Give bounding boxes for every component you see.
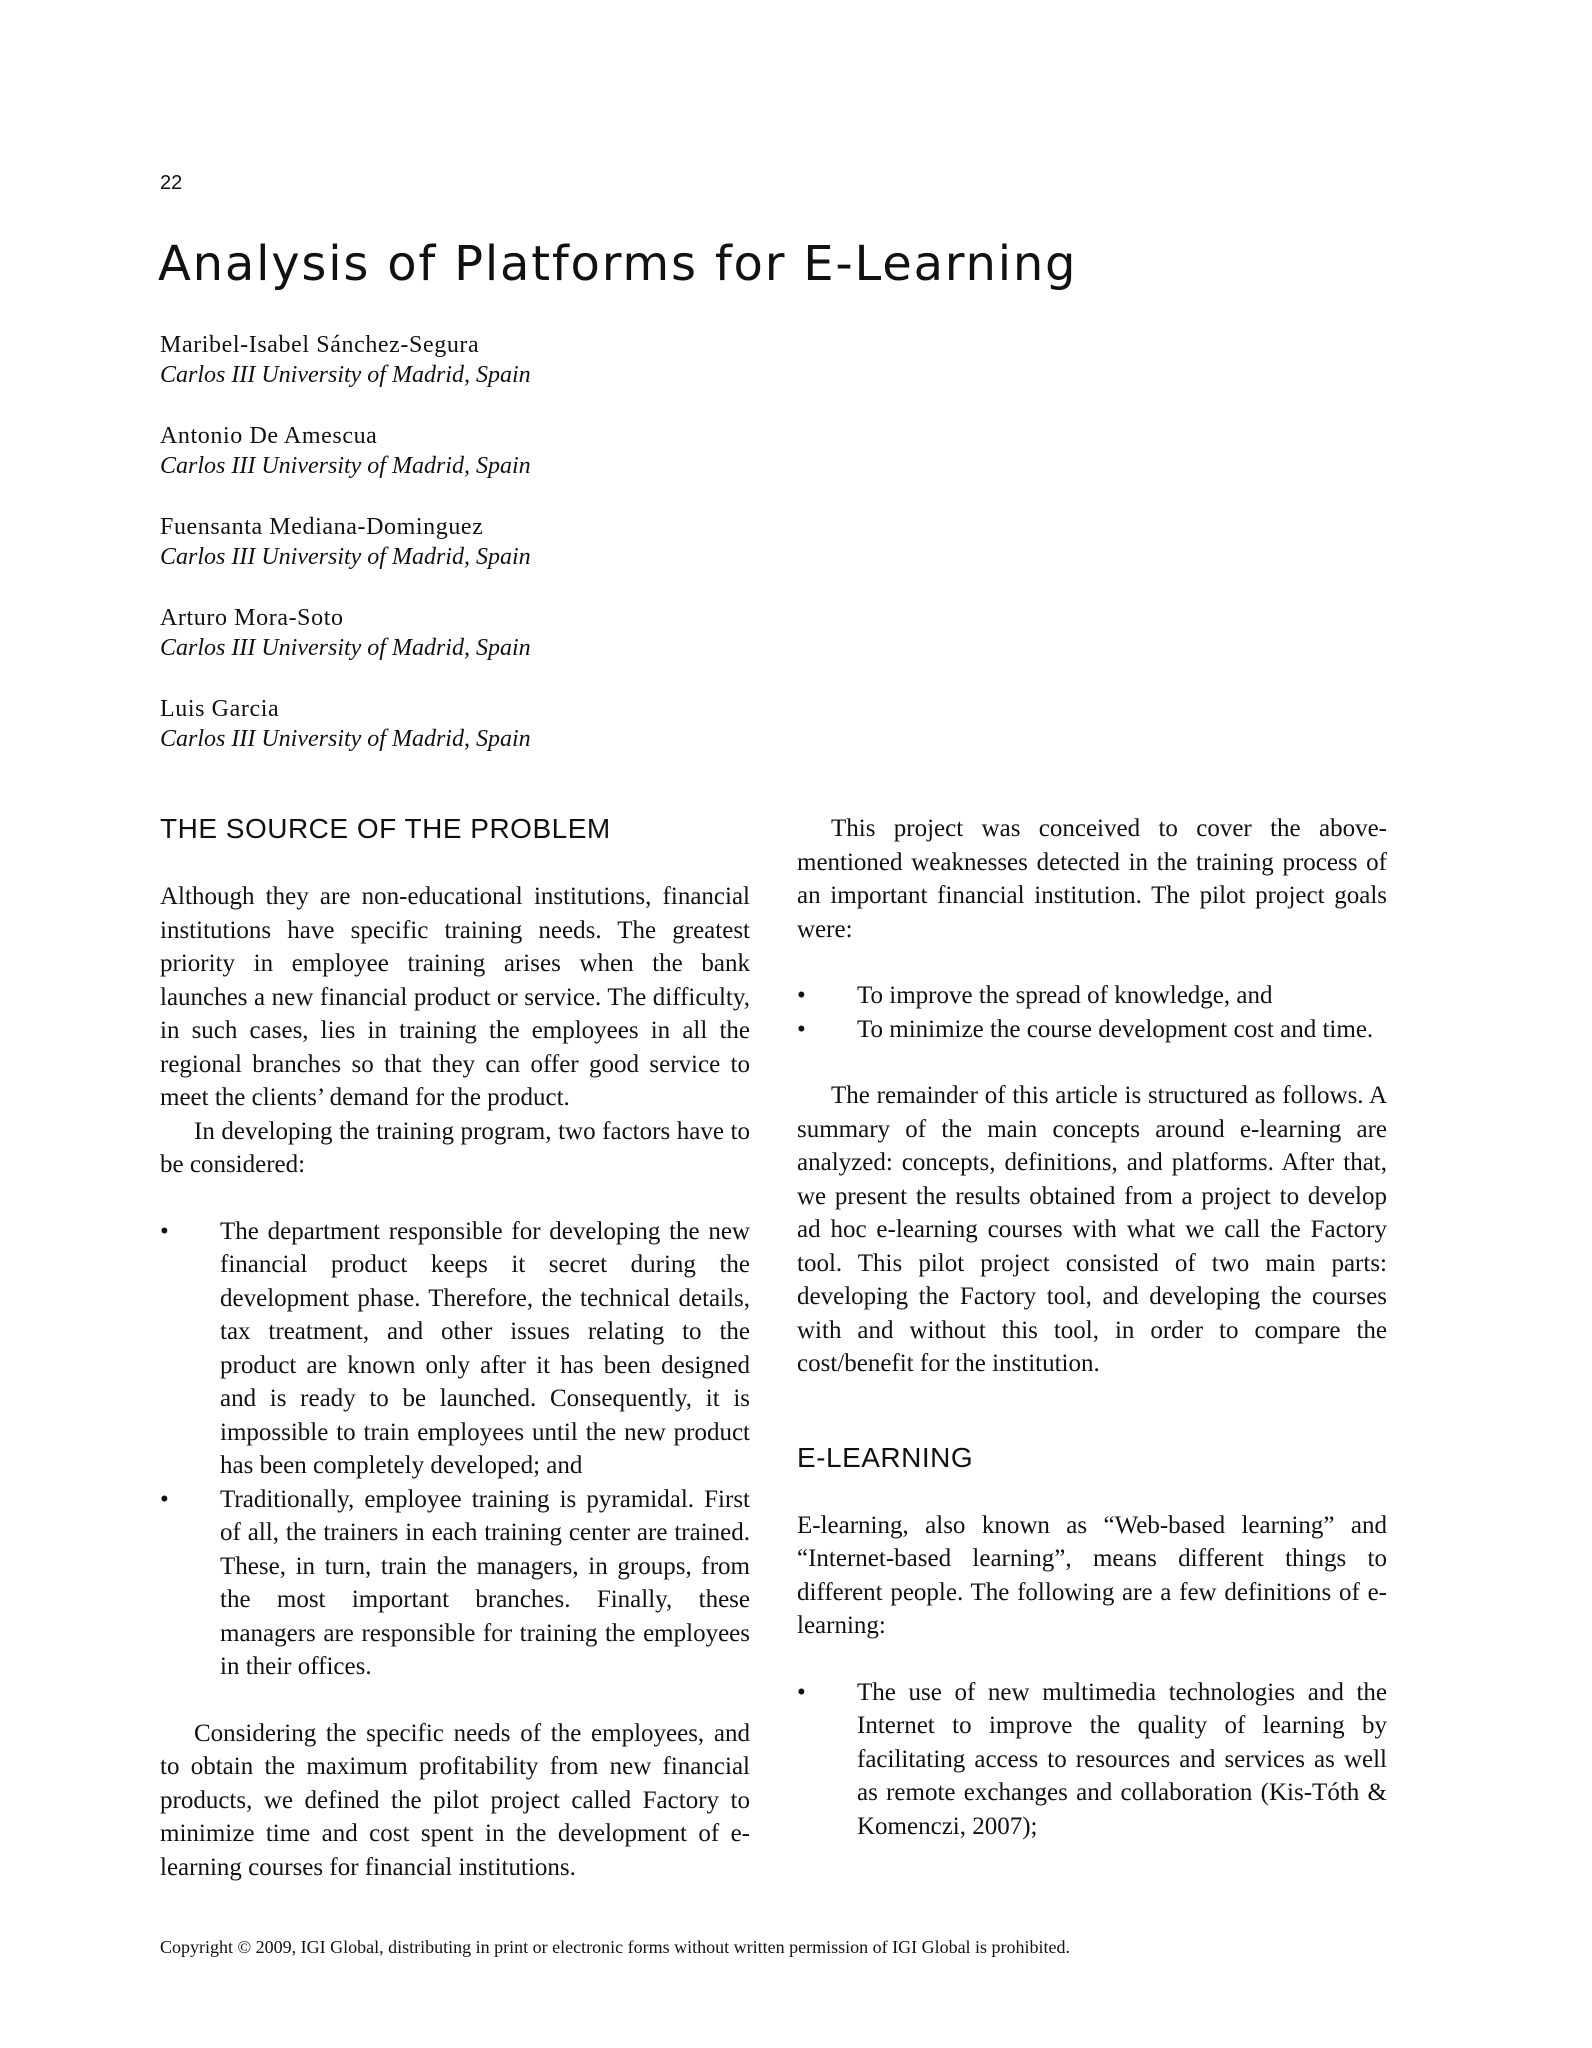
author-name: Maribel-Isabel Sánchez-Segura (160, 332, 480, 358)
list-item-text: To minimize the course development cost and time. (857, 1015, 1374, 1043)
author-name: Arturo Mora-Soto (160, 605, 344, 631)
section-heading-e-learning: E-LEARNING (797, 1441, 974, 1473)
paragraph: E-learning, also known as “Web-based learning” and “Internet-based learning”, means different things to different people. The following are a few definitions of e-learning: (797, 1511, 1387, 1639)
list-item-text: The department responsible for developing the new financial product keeps it secret during the development phase. Therefore, the technical details, tax treatment, and other issues relating to the product are known only after it has been designed and is ready to be launched. Consequently, it is impossible to train employees until the new product has been completely developed; and (220, 1217, 750, 1479)
section-heading-source-of-problem: THE SOURCE OF THE PROBLEM (160, 813, 611, 844)
bullet-icon: • (797, 1015, 806, 1043)
paragraph: This project was conceived to cover the above-mentioned weaknesses detected in the training process of an important financial institution. The pilot project goals were: (797, 815, 1387, 943)
bullet-icon: • (160, 1485, 169, 1513)
list-item-text: The use of new multimedia technologies and the Internet to improve the quality of learning by facilitating access to resources and services as well as remote exchanges and collaboration (Kis-Tóth & Komenczi, 2007); (857, 1678, 1387, 1840)
paragraph: Although they are non-educational institutions, financial institutions have specific training needs. The greatest priority in employee training arises when the bank launches a new financial product or service. The difficulty, in such cases, lies in training the employees in all the regional branches so that they can offer good service to meet the clients’ demand for the product. (160, 883, 750, 1111)
author-affiliation: Carlos III University of Madrid, Spain (160, 453, 531, 479)
author-block (160, 512, 860, 603)
author-block (160, 694, 860, 785)
author-name: Antonio De Amescua (160, 423, 378, 449)
bullet-list (797, 979, 1387, 1046)
author-name: Fuensanta Mediana-Dominguez (160, 514, 484, 540)
author-affiliation: Carlos III University of Madrid, Spain (160, 635, 531, 661)
left-column (160, 812, 750, 1884)
list-item-text: To improve the spread of knowledge, and (857, 982, 1273, 1009)
bullet-icon: • (797, 1678, 806, 1706)
author-affiliation: Carlos III University of Madrid, Spain (160, 726, 531, 752)
bullet-icon: • (797, 982, 806, 1009)
page-number: 22 (160, 172, 183, 194)
list-item (797, 979, 1387, 1013)
bullet-list (797, 1676, 1387, 1844)
paragraph: The remainder of this article is structured as follows. A summary of the main concepts around e-learning are analyzed: concepts, definitions, and platforms. After that, we present the results obtained from a project to develop ad hoc e-learning courses with what we call the Factory tool. This pilot project consisted of two main parts: developing the Factory tool, and developing the courses with and without this tool, in order to compare the cost/benefit for the institution. (797, 1082, 1387, 1377)
paragraph: Considering the specific needs of the employees, and to obtain the maximum profitability from new financial products, we defined the pilot project called Factory to minimize time and cost spent in the development of e-learning courses for financial institutions. (160, 1719, 750, 1881)
author-affiliation: Carlos III University of Madrid, Spain (160, 544, 531, 570)
copyright-notice: Copyright © 2009, IGI Global, distributing in print or electronic forms without written permission of IGI Global is prohibited. (160, 1937, 1071, 1957)
paragraph: In developing the training program, two factors have to be considered: (160, 1117, 750, 1178)
author-list (160, 330, 860, 785)
list-item-text: Traditionally, employee training is pyramidal. First of all, the trainers in each training center are trained. These, in turn, train the managers, in groups, from the most important branches. Finally, these managers are responsible for training the employees in their offices. (220, 1485, 750, 1680)
list-item (160, 1483, 750, 1684)
right-column (797, 812, 1387, 1843)
author-block (160, 330, 860, 421)
author-block (160, 603, 860, 694)
bullet-list (160, 1215, 750, 1684)
list-item (797, 1676, 1387, 1844)
author-block (160, 421, 860, 512)
article-title: Analysis of Platforms for E-Learning (158, 236, 1078, 292)
author-affiliation: Carlos III University of Madrid, Spain (160, 362, 531, 388)
bullet-icon: • (160, 1217, 169, 1245)
author-name: Luis Garcia (160, 696, 280, 722)
list-item (797, 1013, 1387, 1047)
list-item (160, 1215, 750, 1483)
